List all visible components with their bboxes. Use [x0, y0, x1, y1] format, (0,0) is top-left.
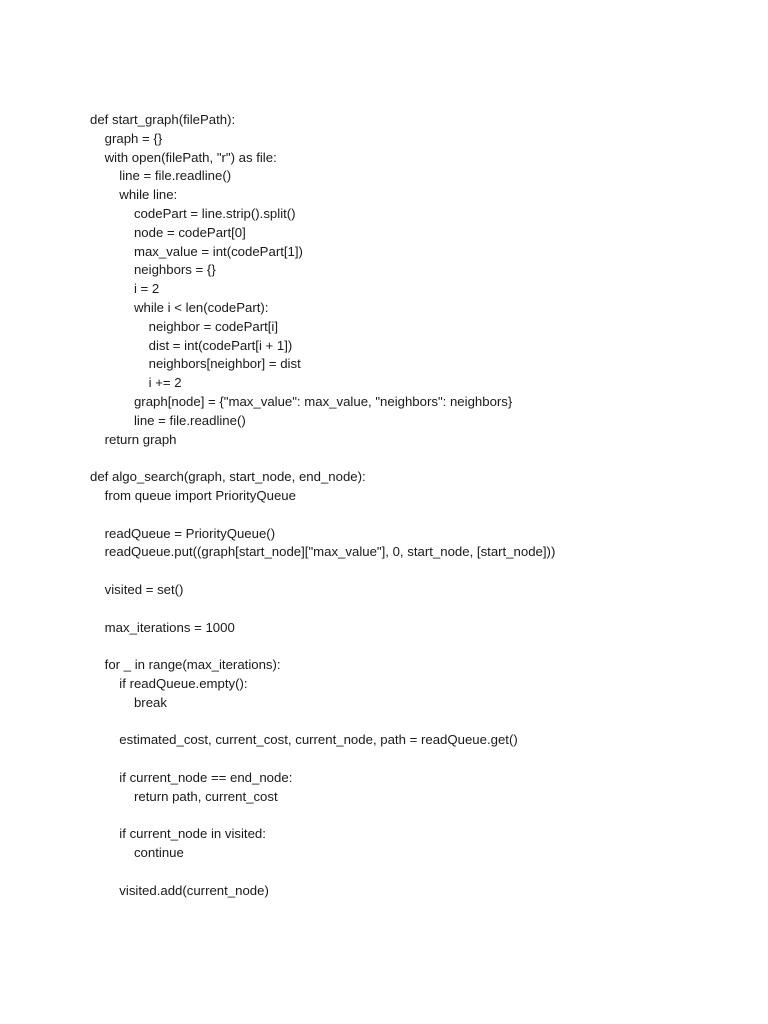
code-line: def algo_search(graph, start_node, end_node):: [90, 469, 366, 485]
code-line: [90, 449, 750, 468]
code-line: i += 2: [90, 375, 182, 391]
code-line: readQueue = PriorityQueue(): [90, 525, 276, 541]
code-line: [90, 562, 750, 581]
code-line: for _ in range(max_iterations):: [90, 657, 281, 673]
code-line: neighbors = {}: [90, 262, 216, 278]
code-line: max_value = int(codePart[1]): [90, 243, 303, 259]
code-line: neighbor = codePart[i]: [90, 318, 279, 334]
code-line: [90, 863, 750, 882]
code-line: [90, 637, 750, 656]
code-line: from queue import PriorityQueue: [90, 487, 296, 503]
code-line: i = 2: [90, 281, 160, 297]
code-line: node = codePart[0]: [90, 224, 246, 240]
code-line: line = file.readline(): [90, 412, 246, 428]
code-line: [90, 506, 750, 525]
code-line: neighbors[neighbor] = dist: [90, 356, 301, 372]
code-line: max_iterations = 1000: [90, 619, 235, 635]
code-line: [90, 713, 750, 732]
code-line: while i < len(codePart):: [90, 299, 269, 315]
code-line: line = file.readline(): [90, 168, 232, 184]
code-line: codePart = line.strip().split(): [90, 205, 296, 221]
code-line: visited.add(current_node): [90, 882, 269, 898]
code-listing: [90, 111, 750, 900]
code-line: graph = {}: [90, 130, 163, 146]
code-line: dist = int(codePart[i + 1]): [90, 337, 293, 353]
code-line: readQueue.put((graph[start_node]["max_value"], 0, start_node, [start_node])): [90, 544, 556, 560]
code-line: if readQueue.empty():: [90, 675, 248, 691]
code-line: return path, current_cost: [90, 788, 278, 804]
code-line: estimated_cost, current_cost, current_node, path = readQueue.get(): [90, 732, 518, 748]
code-line: return graph: [90, 431, 177, 447]
code-line: with open(filePath, "r") as file:: [90, 149, 277, 165]
code-line: if current_node == end_node:: [90, 769, 293, 785]
code-line: break: [90, 694, 167, 710]
code-line: visited = set(): [90, 581, 184, 597]
code-line: while line:: [90, 187, 178, 203]
code-line: [90, 750, 750, 769]
code-line: [90, 600, 750, 619]
code-line: if current_node in visited:: [90, 826, 266, 842]
code-line: def start_graph(filePath):: [90, 112, 236, 127]
code-line: graph[node] = {"max_value": max_value, "neighbors": neighbors}: [90, 393, 513, 409]
code-line: continue: [90, 845, 184, 861]
code-line: [90, 806, 750, 825]
